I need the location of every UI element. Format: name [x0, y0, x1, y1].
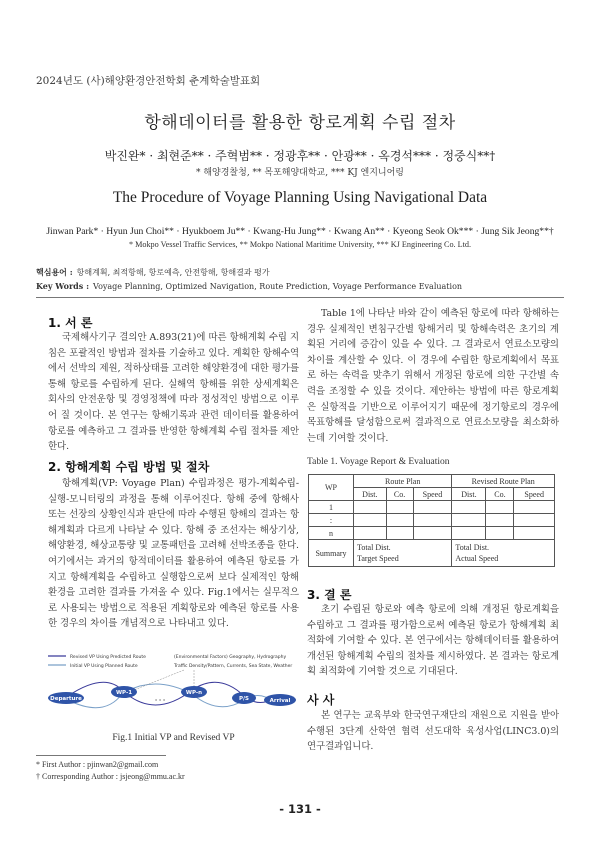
- section-3-text: 초기 수립된 항로와 예측 항로에 의해 개정된 항로계획을 수립하고 그 결과를 평가함으로써 예측된 항로가 항해계획 최적화에 기여할 수 있다. 본 연구에서는 항해데이터를 활용하여 개선된 항해계획 수립의 절차를 제시하였다. 본 결과는 항로계획 최적화에 기여할 것으로 기대된다.: [307, 604, 559, 678]
- legend-predicted-label: Revised VP Using Predicted Route: [70, 655, 146, 660]
- right-intro-text: Table 1에 나타난 바와 같이 예측된 항로에 따라 항해하는 경우 실제적인 변침구간별 항해거리 및 항해속력은 초기의 계획된 거리에 증감이 있을 수 있다. 그 결과로서 연료소모량의 차이를 계산할 수 있다. 이 경우에 수립한 항로계획에서 목표로 하는 속력을 맞추기 위해서 개정된 항로에 의한 구간별 속력을 조정할 수 있을 것이다. 제안하는 방법에 따른 항로계획은 실항적을 기반으로 이루어지기 때문에 정기항로의 경우에 목표항해를 달성함으로써 결과적으로 연료소모량을 최소화하는데 기여할 것이다.: [307, 308, 559, 444]
- footnote-corresponding-author: † Corresponding Author : jsjeong@mmu.ac.kr: [36, 772, 185, 781]
- legend-planned-label: Initial VP Using Planned Route: [70, 664, 138, 669]
- table-summary-revised: [452, 540, 555, 567]
- factors-sub: Traffic Density/Pattern, Currents, Sea State, Weather: [174, 664, 293, 669]
- keywords-korean: [36, 267, 270, 278]
- factors-title: (Environmental Factors) Geography, Hydrography: [174, 655, 287, 660]
- table-row-label: 1: [309, 501, 354, 514]
- conference-header: 2024년도 (사)해양환경안전학회 춘계학술발표회: [36, 75, 261, 87]
- acknowledgement-title: 사 사: [307, 693, 335, 707]
- figure-1-diagram: [44, 650, 300, 728]
- affiliations-korean: * 해양경찰청, ** 목포해양대학교, *** KJ 엔지니어링: [195, 168, 405, 178]
- table-1: [308, 474, 555, 567]
- footnote-first-author: * First Author : pjinwan2@gmail.com: [36, 760, 159, 769]
- authors-english: Jinwan Park* · Hyun Jun Choi** · Hyukboem Ju** · Kwang-Hu Jung** · Kwang An** · Kyeong Seok Ok*** · Jung Sik Jeong**†: [46, 226, 554, 237]
- affiliations-english: * Mokpo Vessel Traffic Services, ** Mokpo National Maritime University, *** KJ Engineering Co. Ltd.: [128, 240, 472, 249]
- table-summary-row: [309, 540, 555, 567]
- table-summary-route: [354, 540, 452, 567]
- table-row-label: n: [309, 527, 354, 540]
- keywords-english: [36, 281, 462, 291]
- arrival-label: Arrival: [269, 698, 291, 704]
- table-summary-label: Summary: [309, 540, 354, 567]
- table-row-label: :: [309, 514, 354, 527]
- keywords-divider: [36, 297, 564, 298]
- figure-1-caption: Fig.1 Initial VP and Revised VP: [112, 733, 235, 743]
- acknowledgement-text: 본 연구는 교육부와 한국연구재단의 재원으로 지원을 받아 수행된 3단계 산학연 협력 선도대학 육성사업(LINC3.0)의 연구결과입니다.: [307, 710, 559, 753]
- title-korean: 항해데이터를 활용한 항로계획 수립 절차: [144, 113, 456, 133]
- footnote-divider: [36, 755, 166, 756]
- page-number: - 131 -: [279, 802, 321, 816]
- table-row: [309, 527, 555, 540]
- table-subheader-co: Co.: [386, 488, 413, 501]
- ps-label: P/S: [238, 696, 250, 702]
- table-header-wp: WP: [309, 475, 354, 501]
- table-subheader-dist: Dist.: [354, 488, 387, 501]
- table-subheader-speed: Speed: [514, 488, 555, 501]
- summary-revised-total-dist: Total Dist.: [455, 543, 490, 552]
- summary-revised-actual-speed: Actual Speed: [455, 554, 499, 563]
- table-row: [309, 514, 555, 527]
- wp1-label: WP-1: [115, 690, 133, 696]
- section-3-title: 3. 결 론: [307, 588, 352, 602]
- table-header-route-plan: Route Plan: [354, 475, 452, 488]
- dots-label: · · ·: [154, 698, 166, 704]
- table-1-caption: Table 1. Voyage Report & Evaluation: [307, 457, 450, 467]
- section-1-text: 국제해사기구 결의안 A.893(21)에 따른 항해계획 수립 지침은 포괄적인 방법과 절차를 기술하고 있다. 계획한 항해수역에서 선박의 제원, 적하상태를 고려한 해양환경에 대한 평가를 통해 항로를 수립하게 된다. 실해역 항해를 위한 상세계획은 회사의 안전운항 및 경영정책에 따라 정성적인 방법으로 이루어 질 것이다. 본 연구는 항해기록과 관련 데이터를 활용하여 항로를 예측하고 그 결과를 반영한 항해계획 수립 절차를 제안한다.: [48, 332, 299, 453]
- keywords-english-text: Voyage Planning, Optimized Navigation, Route Prediction, Voyage Performance Evaluation: [93, 282, 463, 291]
- keywords-korean-label: 핵심용어 :: [36, 267, 73, 277]
- wpn-label: WP-n: [185, 690, 203, 696]
- summary-route-total-dist: Total Dist.: [357, 543, 391, 552]
- table-subheader-co: Co.: [486, 488, 514, 501]
- table-subheader-dist: Dist.: [452, 488, 486, 501]
- authors-korean: 박진완* · 최현준** · 주혁범** · 정광후** · 안광** · 옥경석*** · 정중식**†: [104, 149, 496, 163]
- departure-label: Departure: [50, 696, 82, 702]
- table-subheader-speed: Speed: [413, 488, 452, 501]
- table-header-revised-route-plan: Revised Route Plan: [452, 475, 555, 488]
- title-english: The Procedure of Voyage Planning Using Navigational Data: [112, 189, 488, 206]
- table-row: [309, 501, 555, 514]
- keywords-english-label: Key Words :: [36, 281, 90, 291]
- summary-route-target-speed: Target Speed: [357, 554, 399, 563]
- keywords-korean-text: 항해계획, 최적항해, 항로예측, 안전항해, 항해결과 평가: [76, 268, 270, 277]
- section-1-title: 1. 서 론: [48, 316, 93, 330]
- section-2-title: 2. 항해계획 수립 방법 및 절차: [48, 460, 210, 474]
- section-2-text: 항해계획(VP: Voyage Plan) 수립과정은 평가-계획수립-실행-모니터링의 과정을 통해 이루어진다. 항해 중에 항해사 또는 선장의 상황인식과 판단에 따라 수행된 항해의 결과는 항해계획과 다르게 나타날 수 있다. 항해 중 조선자는 해상기상, 해양환경, 해상교통량 및 교통패턴을 고려해 선박조종을 한다. 여기에서는 과거의 항적데이터를 활용하여 예측된 항로를 가지고 항해계획을 수립하고 실행함으로써 보다 실제적인 항해환경을 고려한 결과를 가져올 수 있다. Fig.1에서는 실무적으로 사용되는 방법으로 적용된 계획항로와 예측된 항로를 사용한 경우의 차이를 개념적으로 나타내고 있다.: [48, 478, 299, 630]
